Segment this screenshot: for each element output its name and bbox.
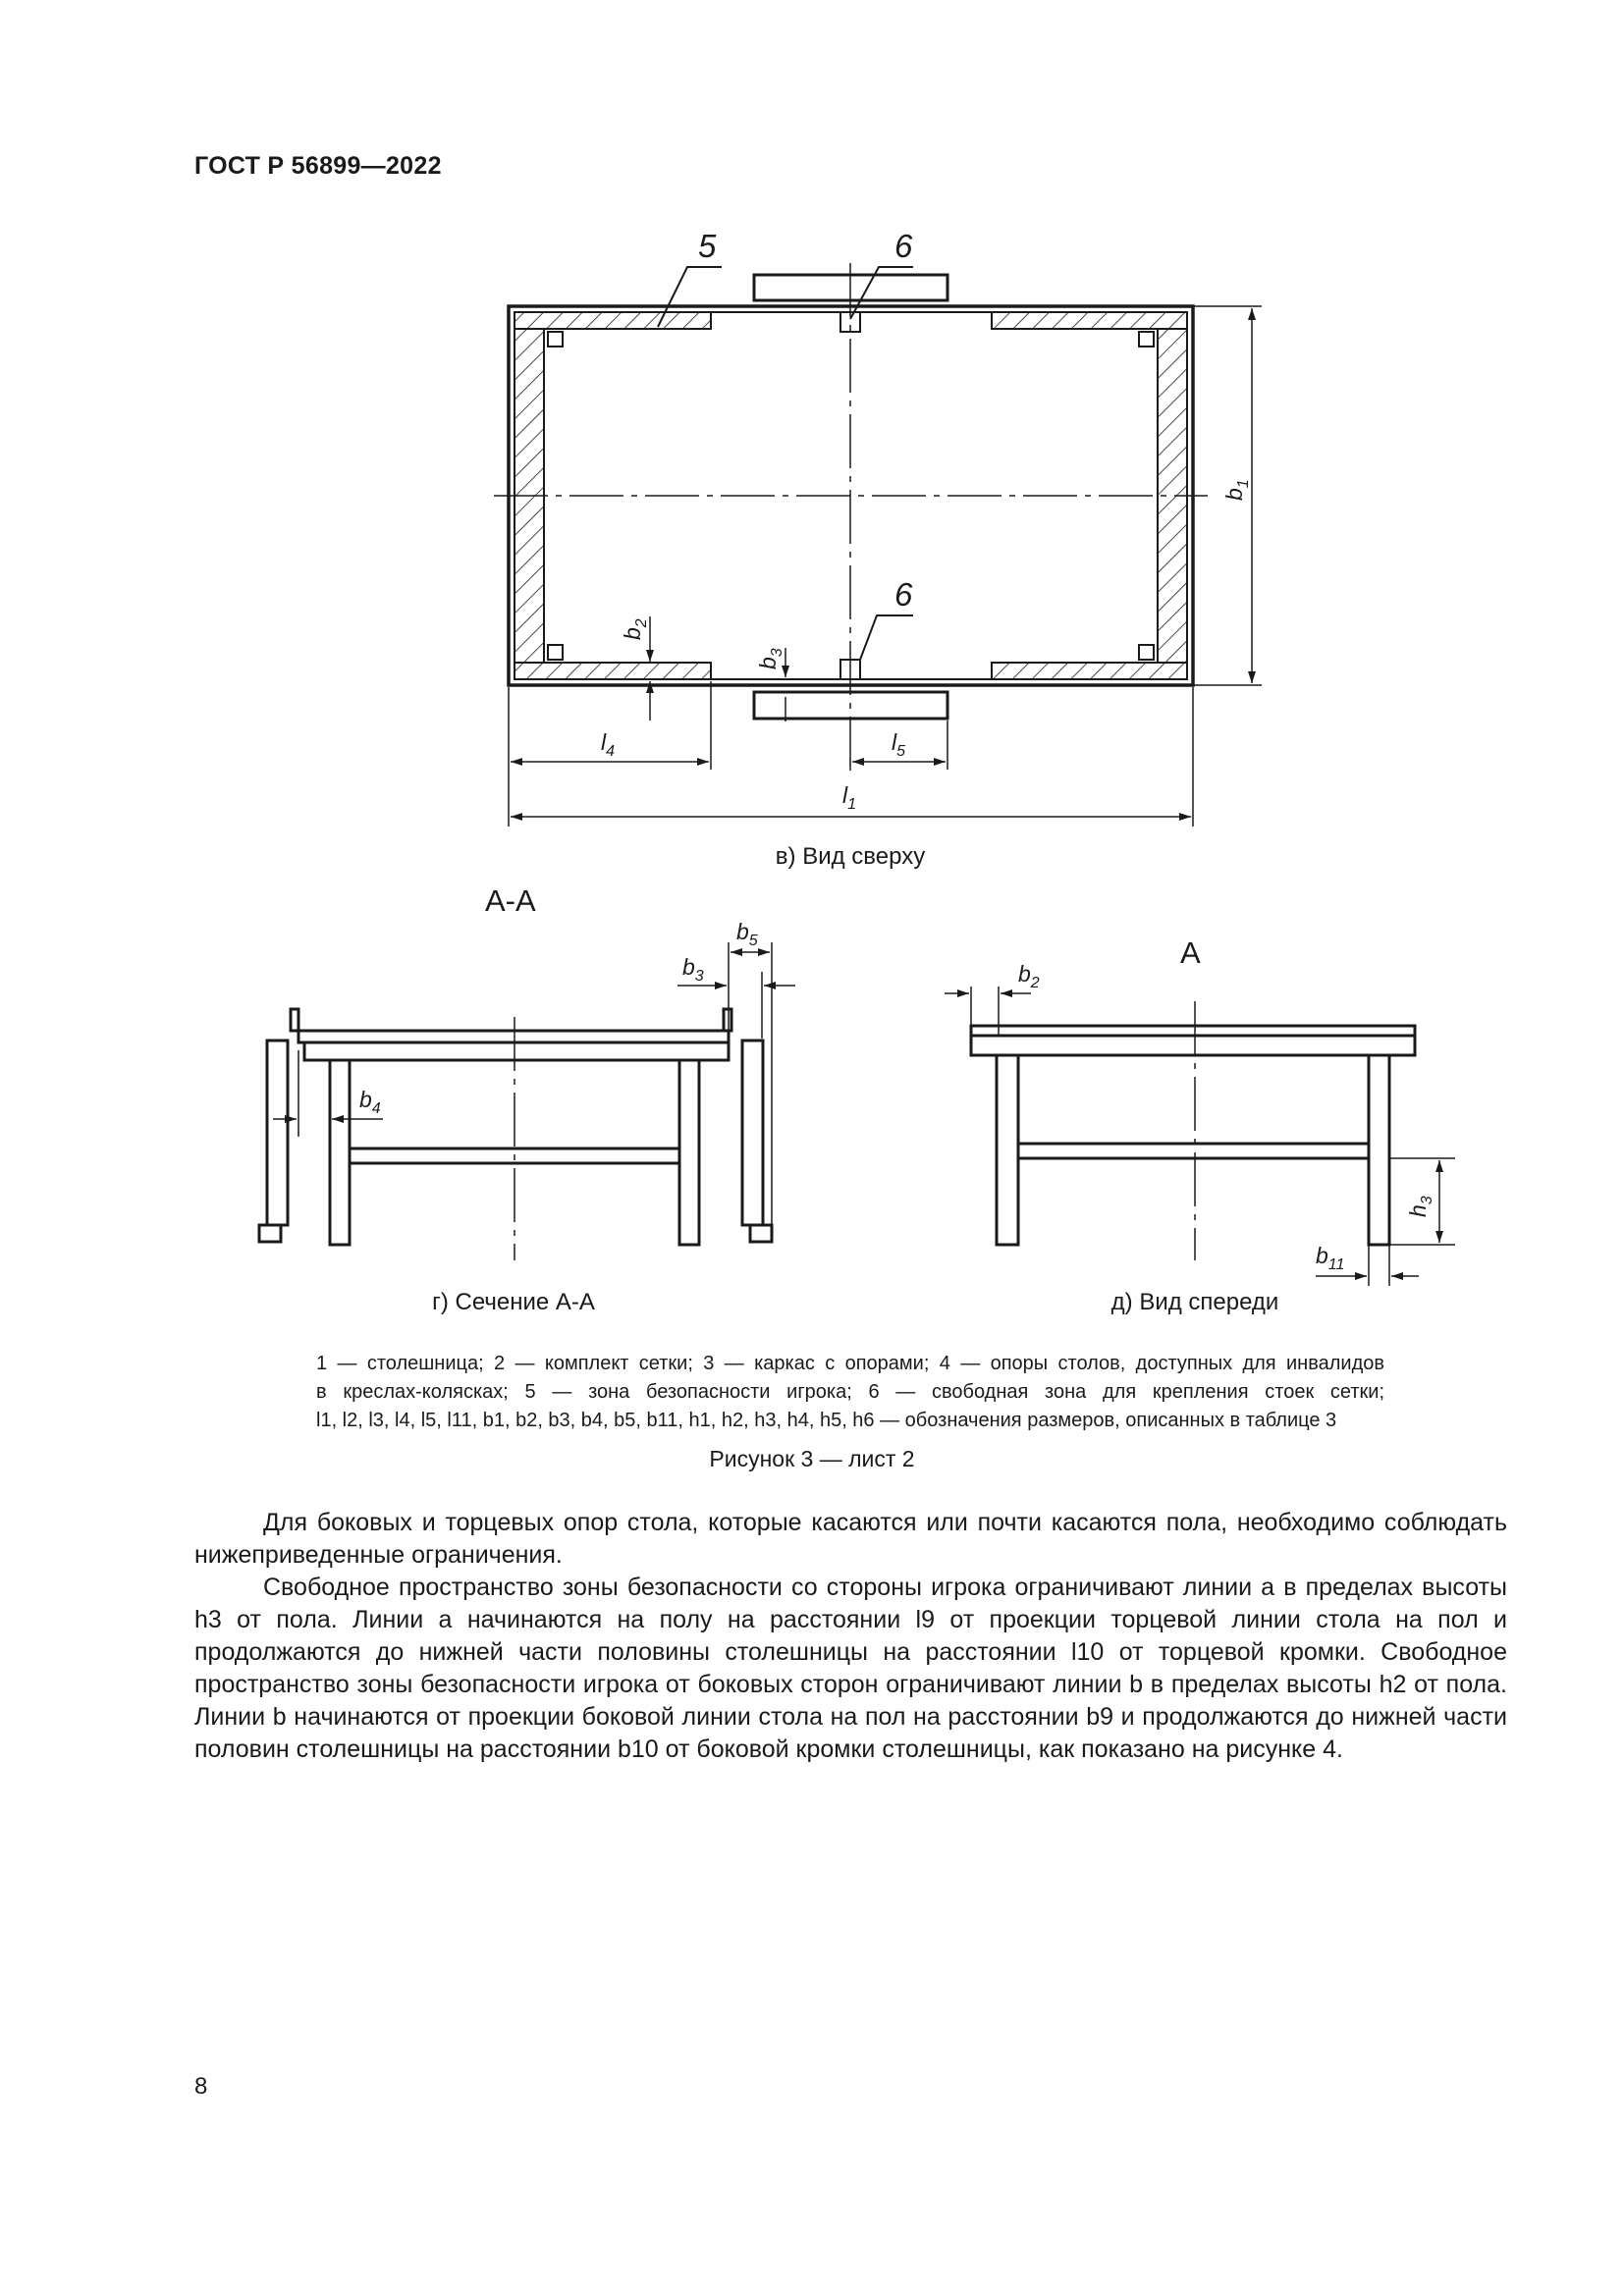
dim-b3: $b_3$ [755,648,785,669]
caption-top-view: в) Вид сверху [775,843,926,870]
page-number: 8 [194,2073,208,2100]
paragraph: Свободное пространство зоны безопасности со стороны игрока ограничивают линии a в пределах высоты h3 от пола. Линии a начинаются на полу на расстоянии l9 от проекции торцевой линии стола на пол и продолжаются до нижней части половины столешницы на расстоянии l10 от торцевой кромки. Свободное пространство зоны безопасности игрока от боковых сторон ограничивают линии b в пределах высоты h2 от пола. Линии b начинаются от проекции боковой линии стола на пол на расстоянии b9 и продолжаются до нижней части половин столешницы на расстоянии b10 от боковой кромки столешницы, как показано на рисунке 4. [194,1574,1507,1763]
paragraph: Для боковых и торцевых опор стола, которые касаются или почти касаются пола, необходимо соблюдать нижеприведенные ограничения. [194,1509,1507,1569]
front-title: А [1180,935,1201,970]
caption-front-view: д) Вид спереди [1110,1289,1279,1315]
dim-b2: $b_2$ [620,618,650,640]
dim-b4: $b_4$ [359,1087,381,1117]
dim-b1: $b_1$ [1221,479,1252,501]
dim-l4: $l_4$ [601,729,616,760]
front-view [945,987,1455,1286]
legend-line-2: в креслах-колясках; 5 — зона безопасности игрока; 6 — свободная зона для крепления стоек сетки; [316,1381,1384,1403]
legend-line-3: l1, l2, l3, l4, l5, l11, b1, b2, b3, b4, b5, b11, h1, h2, h3, h4, h5, h6 — обозначения размеров, описанных в таблице 3 [316,1410,1337,1431]
callout-6-top: 6 [894,228,913,264]
legend-line-1: 1 — столешница; 2 — комплект сетки; 3 — каркас с опорами; 4 — опоры столов, доступных для инвалидов [316,1353,1384,1374]
section-view [259,942,795,1260]
dim-l1: $l_1$ [842,782,857,813]
front-view-labels [1018,935,1435,1315]
dim-b5: $b_5$ [736,919,758,949]
dim-l5: $l_5$ [892,729,906,760]
document-header: ГОСТ Р 56899—2022 [194,152,442,180]
callout-5: 5 [698,228,717,264]
dim-b11: $b_{11}$ [1316,1243,1345,1273]
dim-h3: $h_3$ [1405,1196,1435,1217]
body-text [194,1507,1507,1766]
section-title: А-А [485,883,536,918]
callout-6-bottom: 6 [894,576,913,613]
dim-b2-front: $b_2$ [1018,961,1040,991]
dim-b3-section: $b_3$ [682,954,704,985]
top-view [494,263,1262,827]
figure-legend [316,1350,1384,1435]
figure-caption: Рисунок 3 — лист 2 [709,1446,915,1471]
caption-section-view: г) Сечение А-А [432,1289,595,1315]
